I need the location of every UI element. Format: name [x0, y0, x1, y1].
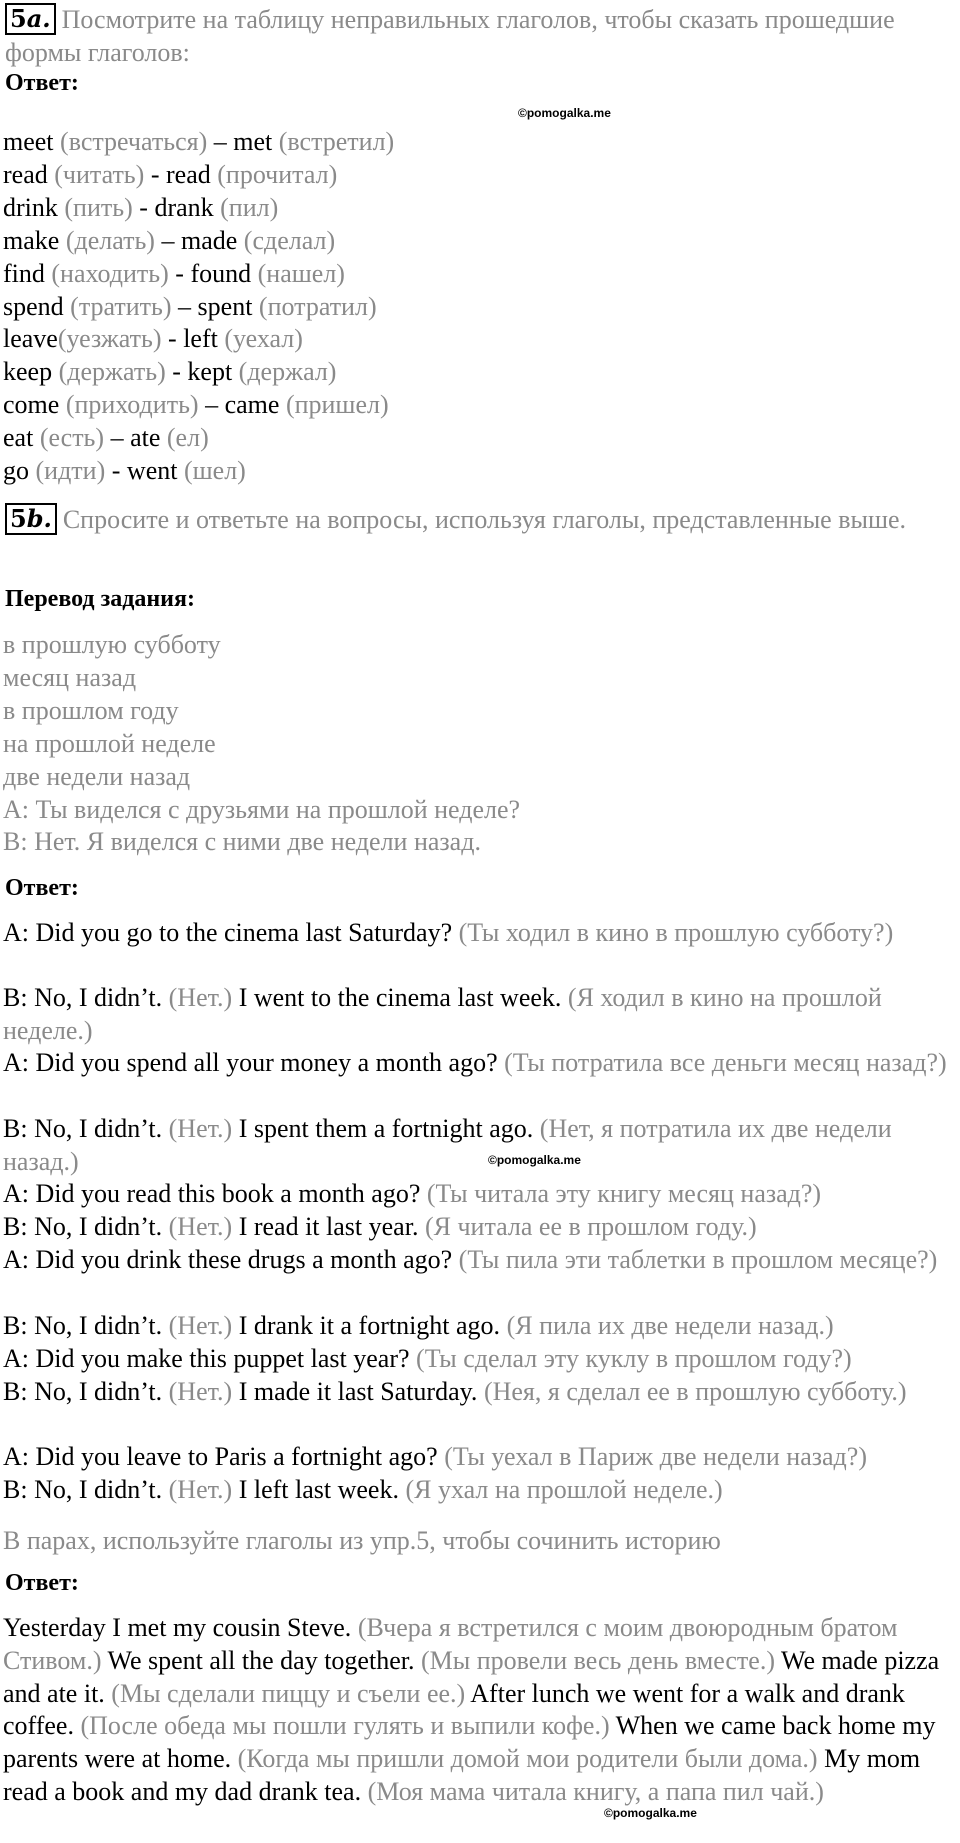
verb-past-translation: (потратил) — [252, 291, 377, 321]
dialogue-english: A: Did you drink these drugs a month ago? — [3, 1245, 453, 1274]
dialogue-english: B: No, I didn’t. — [3, 1377, 163, 1406]
dialogue-translation: (Я пила их две недели назад.) — [500, 1311, 834, 1340]
verb-base-translation: (есть) — [33, 423, 105, 453]
verb-past: ate — [130, 423, 161, 453]
story-translation: (Мы сделали пиццу и съели ее.) — [104, 1678, 466, 1708]
verb-base: come — [3, 390, 60, 420]
translation-line: В: Нет. Я виделся с ними две недели назад. — [3, 827, 481, 857]
task-5a — [5, 3, 955, 69]
verb-separator: - — [105, 456, 127, 485]
dialogue-english: A: Did you make this puppet last year? — [3, 1344, 410, 1373]
dialogue-translation: (Ты потратила все деньги месяц назад?) — [497, 1048, 947, 1077]
verb-row — [3, 191, 958, 224]
verb-separator: – — [207, 127, 234, 156]
translation-line: месяц назад — [3, 662, 137, 692]
verb-base: keep — [3, 357, 53, 387]
dialogue-line — [3, 1244, 958, 1277]
verb-base-translation: (пить) — [57, 192, 133, 222]
dialogue-english: B: No, I didn’t. — [3, 1475, 163, 1504]
story-sentence: We made pizza and ate it. — [3, 1645, 940, 1708]
verb-base-translation: (идти) — [29, 456, 106, 485]
translation-line: две недели назад — [3, 761, 191, 791]
dialogue-english: I read it last year. — [232, 1212, 419, 1241]
verb-base-translation: (держать) — [52, 357, 166, 387]
dialogue-english: A: Did you leave to Paris a fortnight ago? — [3, 1442, 438, 1471]
verb-separator: - — [168, 258, 191, 288]
verb-separator: – — [198, 390, 225, 420]
verb-past: drank — [154, 192, 214, 222]
dialogue-english: I spent them a fortnight ago. — [232, 1114, 534, 1143]
verb-base-translation: (находить) — [44, 258, 169, 288]
dialogue-translation: (Нея, я сделал ее в прошлую субботу.) — [477, 1377, 907, 1406]
dialogue-translation: (Нет.) — [162, 983, 233, 1012]
dialogue-english: B: No, I didn’t. — [3, 1212, 163, 1241]
verb-base: go — [3, 456, 29, 485]
verb-row — [3, 355, 958, 388]
dialogue-line — [3, 1441, 958, 1474]
dialogue-translation: (Нет.) — [162, 1377, 233, 1406]
verb-row — [3, 421, 958, 454]
dialogue-line — [3, 1474, 958, 1507]
dialogue-line — [3, 1178, 958, 1211]
translation-line: в прошлом году — [3, 695, 179, 725]
verb-past-translation: (встретил) — [272, 127, 395, 156]
story-sentence: We spent all the day together. — [101, 1645, 415, 1675]
verb-past: kept — [187, 357, 233, 387]
story-translation: (Когда мы пришли домой мои родители были дома.) — [231, 1744, 818, 1774]
verb-past-translation: (уехал) — [217, 324, 303, 354]
story-sentence: When we came back home my parents were at home. — [3, 1711, 936, 1774]
verb-past: went — [126, 456, 178, 485]
verb-base-translation: (читать) — [47, 159, 145, 189]
verb-separator: – — [171, 291, 198, 321]
verb-past-translation: (нашел) — [251, 258, 345, 288]
verb-base: leave — [3, 324, 58, 354]
verb-base-translation: (приходить) — [59, 390, 199, 420]
story-translation: (После обеда мы пошли гулять и выпили кофе.) — [73, 1711, 610, 1741]
dialogue-translation: (Нет, я потратила их две недели назад.) — [3, 1114, 892, 1176]
dialogue-translation: (Ты уехал в Париж две недели назад?) — [437, 1442, 867, 1471]
task-5a-text: Посмотрите на таблицу неправильных глаголов, чтобы сказать прошедшие формы глаголов: — [5, 5, 895, 67]
verb-base: make — [3, 225, 60, 255]
story-translation: (Моя мама читала книгу, а папа пил чай.) — [361, 1776, 824, 1806]
verb-base: find — [3, 258, 45, 288]
verb-row — [3, 125, 958, 158]
dialogue-line — [3, 1343, 958, 1376]
dialogue-english: I left last week. — [232, 1475, 399, 1504]
story-translation: (Вчера я встретился с моим двоюродным братом Стивом.) — [3, 1613, 898, 1675]
verb-past-translation: (сделал) — [237, 225, 336, 255]
verb-past: made — [180, 225, 238, 255]
verb-separator: - — [144, 159, 166, 189]
verb-past: found — [190, 258, 252, 288]
verb-past-translation: (прочитал) — [210, 159, 338, 189]
dialogue-translation: (Нет.) — [162, 1311, 233, 1340]
task-5b — [5, 503, 955, 536]
verb-past-translation: (пил) — [213, 192, 279, 222]
dialogue-english: A: Did you go to the cinema last Saturday? — [3, 918, 453, 947]
dialogue-line — [3, 1211, 958, 1244]
dialogue-english: B: No, I didn’t. — [3, 983, 163, 1012]
verb-base: meet — [3, 127, 54, 156]
story-sentence: Yesterday I met my cousin Steve. — [3, 1613, 352, 1642]
story-task: В парах, используйте глаголы из упр.5, чтобы сочинить историю — [3, 1526, 721, 1555]
story-sentence: My mom read a book and my dad drank tea. — [3, 1744, 921, 1806]
dialogue-translation: (Ты сделал эту куклу в прошлом году?) — [409, 1344, 852, 1373]
verb-base-translation: (тратить) — [63, 291, 172, 321]
verb-row — [3, 454, 958, 487]
dialogue-translation: (Я ходил в кино на прошлой неделе.) — [3, 983, 882, 1045]
translation-line: в прошлую субботу — [3, 630, 221, 659]
dialogue-line — [3, 982, 958, 1048]
verb-past: met — [233, 127, 273, 156]
verb-past: left — [183, 324, 218, 354]
dialogue-line — [3, 917, 958, 950]
translation-line: на прошлой неделе — [3, 728, 216, 758]
dialogue-translation: (Ты читала эту книгу месяц назад?) — [420, 1179, 822, 1208]
answer-heading-3: Ответ: — [5, 1570, 79, 1596]
verb-row — [3, 257, 958, 290]
verb-base-translation: (встречаться) — [53, 127, 208, 156]
watermark-3: ©pomogalka.me — [604, 1806, 697, 1820]
verb-base: spend — [3, 291, 64, 321]
verb-separator: - — [161, 324, 184, 354]
verb-row — [3, 224, 958, 257]
verb-past-translation: (ел) — [160, 423, 209, 453]
dialogue-translation: (Ты пила эти таблетки в прошлом месяце?) — [452, 1245, 938, 1274]
dialogue-line — [3, 1376, 958, 1409]
verb-row — [3, 290, 958, 323]
verb-past: spent — [197, 291, 253, 321]
translation-heading: Перевод задания: — [5, 586, 195, 612]
verb-row — [3, 158, 958, 191]
task-number-5a: 5a. — [5, 3, 56, 35]
dialogue-english: I went to the cinema last week. — [232, 983, 562, 1012]
verb-past: came — [224, 390, 280, 420]
verb-base: read — [3, 159, 48, 189]
dialogue-line — [3, 1310, 958, 1343]
dialogue-translation: (Нет.) — [162, 1114, 233, 1143]
dialogue-translation: (Я читала ее в прошлом году.) — [418, 1212, 757, 1241]
dialogue-english: B: No, I didn’t. — [3, 1311, 163, 1340]
verb-base-translation: (делать) — [59, 225, 155, 255]
verb-past-translation: (пришел) — [279, 390, 389, 420]
verb-base-translation: (уезжать) — [57, 324, 162, 354]
dialogue-english: A: Did you spend all your money a month ago? — [3, 1048, 498, 1077]
story-paragraph — [3, 1612, 958, 1809]
dialogue-line — [3, 1113, 958, 1179]
verb-past-translation: (держал) — [232, 357, 337, 387]
story-sentence: After lunch we went for a walk and drank coffee. — [3, 1678, 905, 1741]
answer-heading-1: Ответ: — [5, 70, 79, 96]
dialogue-english: I made it last Saturday. — [232, 1377, 478, 1406]
watermark-1: ©pomogalka.me — [518, 106, 611, 120]
verb-separator: - — [165, 357, 188, 387]
dialogue-english: A: Did you read this book a month ago? — [3, 1179, 421, 1208]
dialogue-english: I drank it a fortnight ago. — [232, 1311, 501, 1340]
verb-past: read — [166, 159, 211, 189]
verb-separator: – — [104, 423, 131, 453]
verb-row — [3, 322, 958, 355]
verb-row — [3, 388, 958, 421]
watermark-2: ©pomogalka.me — [488, 1153, 581, 1167]
task-5b-text: Спросите и ответьте на вопросы, используя глаголы, представленные выше. — [62, 505, 907, 534]
dialogue-line — [3, 1047, 958, 1080]
verb-past-translation: (шел) — [177, 456, 246, 485]
dialogue-translation: (Ты ходил в кино в прошлую субботу?) — [452, 918, 894, 947]
translation-line: А: Ты виделся с друзьями на прошлой неделе? — [3, 794, 521, 824]
dialogue-translation: (Нет.) — [162, 1212, 233, 1241]
verb-separator: - — [132, 192, 155, 222]
verb-separator: – — [154, 225, 181, 255]
story-translation: (Мы провели весь день вместе.) — [414, 1645, 775, 1675]
answer-heading-2: Ответ: — [5, 875, 79, 901]
dialogue-translation: (Нет.) — [162, 1475, 233, 1504]
dialogue-english: B: No, I didn’t. — [3, 1114, 163, 1143]
task-number-5b: 5b. — [5, 503, 57, 535]
dialogue-translation: (Я ухал на прошлой неделе.) — [398, 1475, 723, 1504]
verb-base: drink — [3, 192, 58, 222]
verb-base: eat — [3, 423, 34, 453]
